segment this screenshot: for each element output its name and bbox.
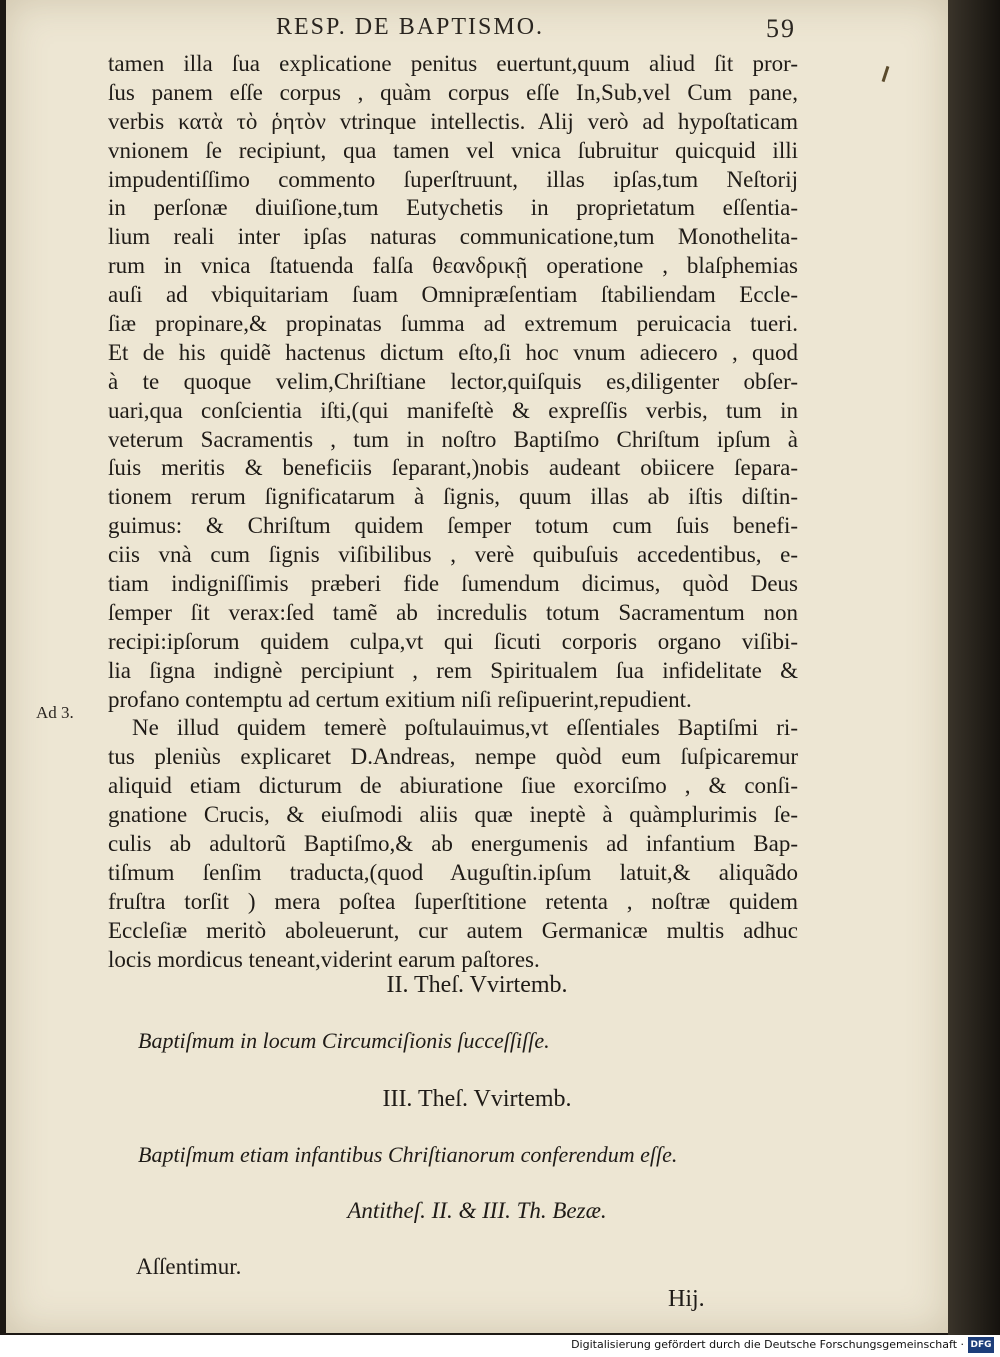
body-text	[108, 50, 798, 975]
text-line: lia ſigna indignè percipiunt , rem Spiritualem ſua infidelitate &	[108, 657, 798, 683]
thesis-2-text: Baptiſmum in locum Circumciſionis ſucceſſiſſe.	[138, 1028, 550, 1053]
text-line: verbis κατὰ τὸ ῥητὸν vtrinque intellectis. Alij verò ad hypoſtaticam	[108, 108, 798, 134]
text-line: culis ab adultorũ Baptiſmo,& ab energumenis ad infantium Bap-	[108, 831, 798, 857]
ink-mark	[882, 66, 890, 82]
thesis-2-heading: II. Theſ. Vvirtemb.	[386, 972, 568, 998]
thesis-3-text: Baptiſmum etiam infantibus Chriſtianorum conferendum eſſe.	[138, 1142, 678, 1167]
antithesis-heading: Antitheſ. II. & III. Th. Bezæ.	[347, 1198, 607, 1223]
margin-note: Ad 3.	[36, 703, 74, 722]
text-line: gnatione Crucis, & eiuſmodi aliis quæ ineptè à quàmplurimis ſe-	[108, 802, 798, 828]
text-line: tiam indigniſſimis præberi fide ſumendum dicimus, quòd Deus	[108, 571, 798, 597]
dfg-logo: DFG	[968, 1337, 994, 1353]
text-line: tamen illa ſua explicatione penitus euertunt,quum aliud ſit pror-	[108, 51, 798, 76]
text-line: ſemper ſit verax:ſed tamẽ ab incredulis totum Sacramentum non	[108, 599, 798, 625]
text-line: tionem rerum ſignificatarum à ſignis, quum illas ab iſtis diſtin-	[108, 484, 798, 510]
text-line: à te quoque velim,Chriſtiane lector,quiſquis es,diligenter obſer-	[108, 368, 798, 394]
text-line: Ne illud quidem temerè poſtulauimus,vt eſſentiales Baptiſmi ri-	[132, 715, 798, 741]
text-line: veterum Sacramentis , tum in noſtro Baptiſmo Chriſtum ipſum à	[108, 426, 798, 452]
text-line: fruſtra torſit ) mera poſtea ſuperſtitione retenta , noſtræ quidem	[108, 888, 798, 914]
text-line: ciis vnà cum ſignis viſibilibus , verè quibuſuis accedentibus, e-	[108, 542, 798, 568]
text-line: ſus panem eſſe corpus , quàm corpus eſſe In,Sub,vel Cum pane,	[108, 79, 798, 105]
text-line: vnionem ſe recipiunt, qua tamen vel vnica ſubruitur quicquid illi	[108, 137, 798, 163]
text-line: Et de his quidẽ hactenus dictum eſto,ſi hoc vnum adiecero , quod	[108, 339, 798, 365]
text-line: tiſmum ſenſim traducta,(quod Auguſtin.ipſum latuit,& aliquãdo	[108, 859, 798, 885]
text-line: aliquid etiam dicturum de abiuratione ſiue exorciſmo , & conſi-	[108, 773, 798, 799]
text-line: lium reali inter ipſas naturas communicatione,tum Monothelita-	[108, 224, 798, 250]
response-text: Aſſentimur.	[136, 1254, 242, 1279]
scan-right-edge	[948, 0, 1000, 1335]
thesis-3-heading: III. Theſ. Vvirtemb.	[382, 1086, 572, 1112]
text-line: ſuis meritis & beneficiis ſeparant,)nobis audeant obiicere ſepara-	[108, 455, 798, 481]
text-line: uari,qua conſcientia iſti,(qui manifeſtè & expreſſis verbis, tum in	[108, 397, 798, 423]
folio-number: 59	[766, 14, 796, 43]
text-line: in perſonæ diuiſione,tum Eutychetis in proprietatum eſſentia-	[108, 195, 798, 221]
book-page	[6, 0, 948, 1333]
catchword: Hij.	[668, 1286, 705, 1312]
text-line: impudentiſſimo commento ſuperſtruunt, illas ipſas,tum Neſtorij	[108, 166, 798, 192]
page-header	[276, 14, 796, 44]
text-line: profano contemptu ad certum exitium niſi reſipuerint,repudient.	[108, 686, 692, 712]
text-line: auſi ad vbiquitariam ſuam Omnipræſentiam ſtabiliendam Eccle-	[108, 282, 798, 308]
text-line: recipi:ipſorum quidem culpa,vt qui ſicuti corporis organo viſibi-	[108, 628, 798, 654]
text-line: guimus: & Chriſtum quidem ſemper totum cum ſuis benefi-	[108, 513, 798, 539]
running-head: RESP. DE BAPTISMO.	[276, 14, 545, 40]
footer-credit: Digitalisierung gefördert durch die Deutsche Forschungsgemeinschaft ·	[571, 1338, 964, 1351]
text-line: tus pleniùs explicaret D.Andreas, nempe quòd eum ſuſpicaremur	[108, 744, 798, 770]
text-line: locis mordicus teneant,viderint earum paſtores.	[108, 946, 540, 972]
text-line: rum in vnica ſtatuenda falſa θεανδρικῇ operatione , blaſphemias	[108, 253, 798, 279]
text-line: ſiæ propinare,& propinatas ſumma ad extremum peruicacia tueri.	[108, 311, 798, 337]
footer-bar	[0, 1335, 1000, 1357]
text-line: Eccleſiæ meritò aboleuerunt, cur autem Germanicæ multis adhuc	[108, 917, 798, 943]
